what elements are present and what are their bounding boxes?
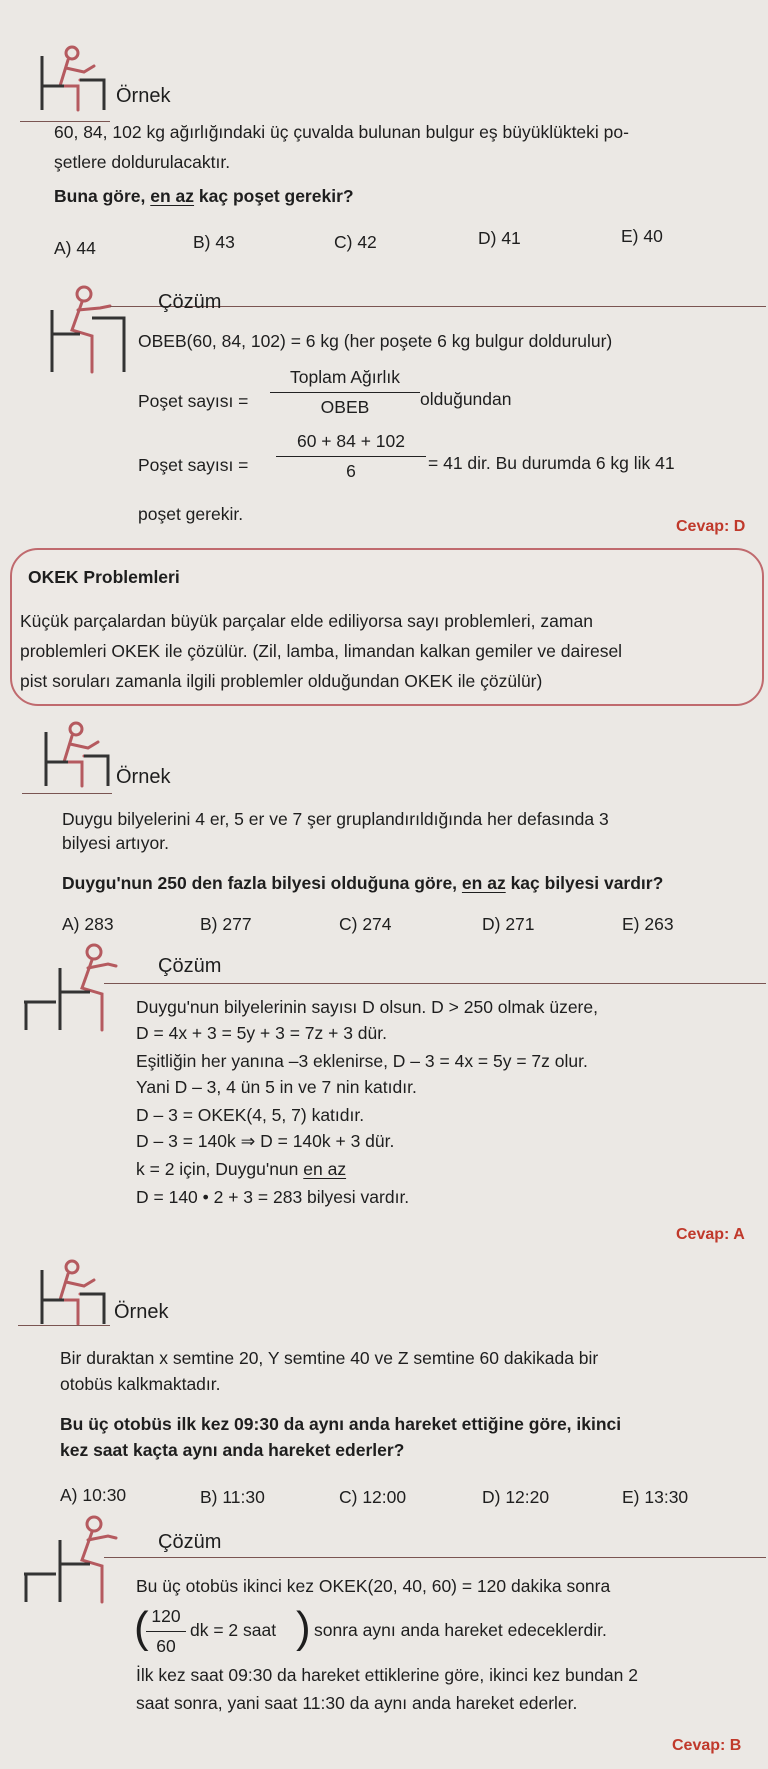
- question-text: 60, 84, 102 kg ağırlığındaki üç çuvalda bulunan bulgur eş büyüklükteki po-: [54, 122, 629, 142]
- question-text: Bir duraktan x semtine 20, Y semtine 40 ve Z semtine 60 dakikada bir: [60, 1348, 599, 1368]
- option-a[interactable]: A) 44: [54, 238, 96, 258]
- fraction-denominator: OBEB: [320, 397, 370, 417]
- question-ask: Buna göre, en az kaç poşet gerekir?: [54, 186, 354, 206]
- option-d[interactable]: D) 12:20: [482, 1487, 550, 1507]
- student-desk-icon: [20, 942, 120, 1034]
- student-desk-icon: [48, 284, 148, 376]
- fraction-denominator: 6: [346, 461, 356, 481]
- option-b[interactable]: B) 11:30: [200, 1487, 265, 1507]
- option-a[interactable]: A) 283: [62, 914, 114, 934]
- solution-header: Çözüm: [158, 955, 222, 977]
- student-desk-icon: [20, 1256, 110, 1326]
- option-a[interactable]: A) 10:30: [60, 1485, 127, 1505]
- question-ask: Bu üç otobüs ilk kez 09:30 da aynı anda hareket ettiğine göre, ikinci: [60, 1414, 622, 1434]
- option-e[interactable]: E) 13:30: [622, 1487, 689, 1507]
- paren-close: ): [296, 1603, 311, 1652]
- solution-line: Poşet sayısı =: [138, 455, 249, 475]
- example-header: Örnek: [116, 85, 171, 107]
- solution-line: k = 2 için, Duygu'nun en az: [136, 1159, 347, 1179]
- solution-line: dk = 2 saat: [190, 1620, 277, 1640]
- info-box-text: Küçük parçalardan büyük parçalar elde ediliyorsa sayı problemleri, zaman: [20, 611, 593, 631]
- fraction-numerator: Toplam Ağırlık: [290, 367, 400, 387]
- student-desk-icon: [20, 1514, 120, 1606]
- question-ask: Duygu'nun 250 den fazla bilyesi olduğuna göre, en az kaç bilyesi vardır?: [62, 873, 664, 893]
- solution-line: OBEB(60, 84, 102) = 6 kg (her poşete 6 kg bulgur doldurulur): [138, 331, 613, 351]
- fraction: [270, 367, 420, 418]
- solution-line: olduğundan: [420, 389, 512, 409]
- fraction: [146, 1606, 186, 1657]
- question-text: şetlere doldurulacaktır.: [54, 152, 231, 172]
- option-b[interactable]: B) 277: [200, 914, 252, 934]
- solution-header-rule: [104, 1557, 766, 1558]
- solution-line: İlk kez saat 09:30 da hareket ettiklerine göre, ikinci kez bundan 2: [136, 1665, 638, 1685]
- question-ask: kez saat kaçta aynı anda hareket ederler?: [60, 1440, 405, 1460]
- solution-header-rule: [104, 983, 766, 984]
- example-header-rule: [18, 1325, 110, 1326]
- solution-line: Poşet sayısı =: [138, 391, 249, 411]
- info-box-text: pist soruları zamanla ilgili problemler olduğundan OKEK ile çözülür): [20, 671, 543, 691]
- fraction-numerator: 120: [151, 1606, 181, 1626]
- answer-label: Cevap: A: [676, 1226, 745, 1243]
- option-e[interactable]: E) 40: [621, 226, 663, 246]
- option-c[interactable]: C) 274: [339, 914, 392, 934]
- fraction-bar: [146, 1631, 186, 1632]
- info-box-title: OKEK Problemleri: [28, 567, 180, 587]
- solution-header: Çözüm: [158, 291, 222, 313]
- option-c[interactable]: C) 12:00: [339, 1487, 407, 1507]
- question-text: otobüs kalkmaktadır.: [60, 1374, 221, 1394]
- fraction-numerator: 60 + 84 + 102: [296, 431, 406, 451]
- solution-line: D = 140 • 2 + 3 = 283 bilyesi vardır.: [136, 1187, 410, 1207]
- option-d[interactable]: D) 41: [478, 228, 521, 248]
- info-box-text: problemleri OKEK ile çözülür. (Zil, lamba, limandan kalkan gemiler ve dairesel: [20, 641, 623, 661]
- solution-line: D = 4x + 3 = 5y + 3 = 7z + 3 dür.: [136, 1023, 387, 1043]
- option-d[interactable]: D) 271: [482, 914, 535, 934]
- fraction: [276, 431, 426, 482]
- student-desk-icon: [24, 718, 114, 788]
- option-e[interactable]: E) 263: [622, 914, 674, 934]
- solution-line: Yani D – 3, 4 ün 5 in ve 7 nin katıdır.: [136, 1077, 417, 1097]
- fraction-bar: [270, 392, 420, 393]
- example-header-rule: [22, 793, 112, 794]
- solution-line: D – 3 = 140k ⇒ D = 140k + 3 dür.: [136, 1131, 395, 1151]
- question-text: bilyesi artıyor.: [62, 833, 169, 853]
- fraction-bar: [276, 456, 426, 457]
- answer-label: Cevap: D: [676, 518, 746, 535]
- option-c[interactable]: C) 42: [334, 232, 377, 252]
- solution-line: D – 3 = OKEK(4, 5, 7) katıdır.: [136, 1105, 365, 1125]
- student-desk-icon: [20, 42, 110, 112]
- solution-line: sonra aynı anda hareket edeceklerdir.: [314, 1620, 607, 1640]
- example-header: Örnek: [116, 766, 171, 788]
- solution-line: Eşitliğin her yanına –3 eklenirse, D – 3 = 4x = 5y = 7z olur.: [136, 1051, 588, 1071]
- solution-line: saat sonra, yani saat 11:30 da aynı anda hareket ederler.: [136, 1693, 578, 1713]
- question-text: Duygu bilyelerini 4 er, 5 er ve 7 şer gruplandırıldığında her defasında 3: [62, 809, 609, 829]
- solution-header: Çözüm: [158, 1531, 222, 1553]
- solution-line: = 41 dir. Bu durumda 6 kg lik 41: [428, 453, 675, 473]
- example-header: Örnek: [114, 1301, 169, 1323]
- solution-line: Duygu'nun bilyelerinin sayısı D olsun. D > 250 olmak üzere,: [136, 997, 598, 1017]
- solution-line: Bu üç otobüs ikinci kez OKEK(20, 40, 60) = 120 dakika sonra: [136, 1576, 611, 1596]
- answer-label: Cevap: B: [672, 1737, 742, 1754]
- fraction-denominator: 60: [156, 1636, 176, 1656]
- option-b[interactable]: B) 43: [193, 232, 235, 252]
- solution-line: poşet gerekir.: [138, 504, 244, 524]
- paren-open: (: [134, 1603, 149, 1652]
